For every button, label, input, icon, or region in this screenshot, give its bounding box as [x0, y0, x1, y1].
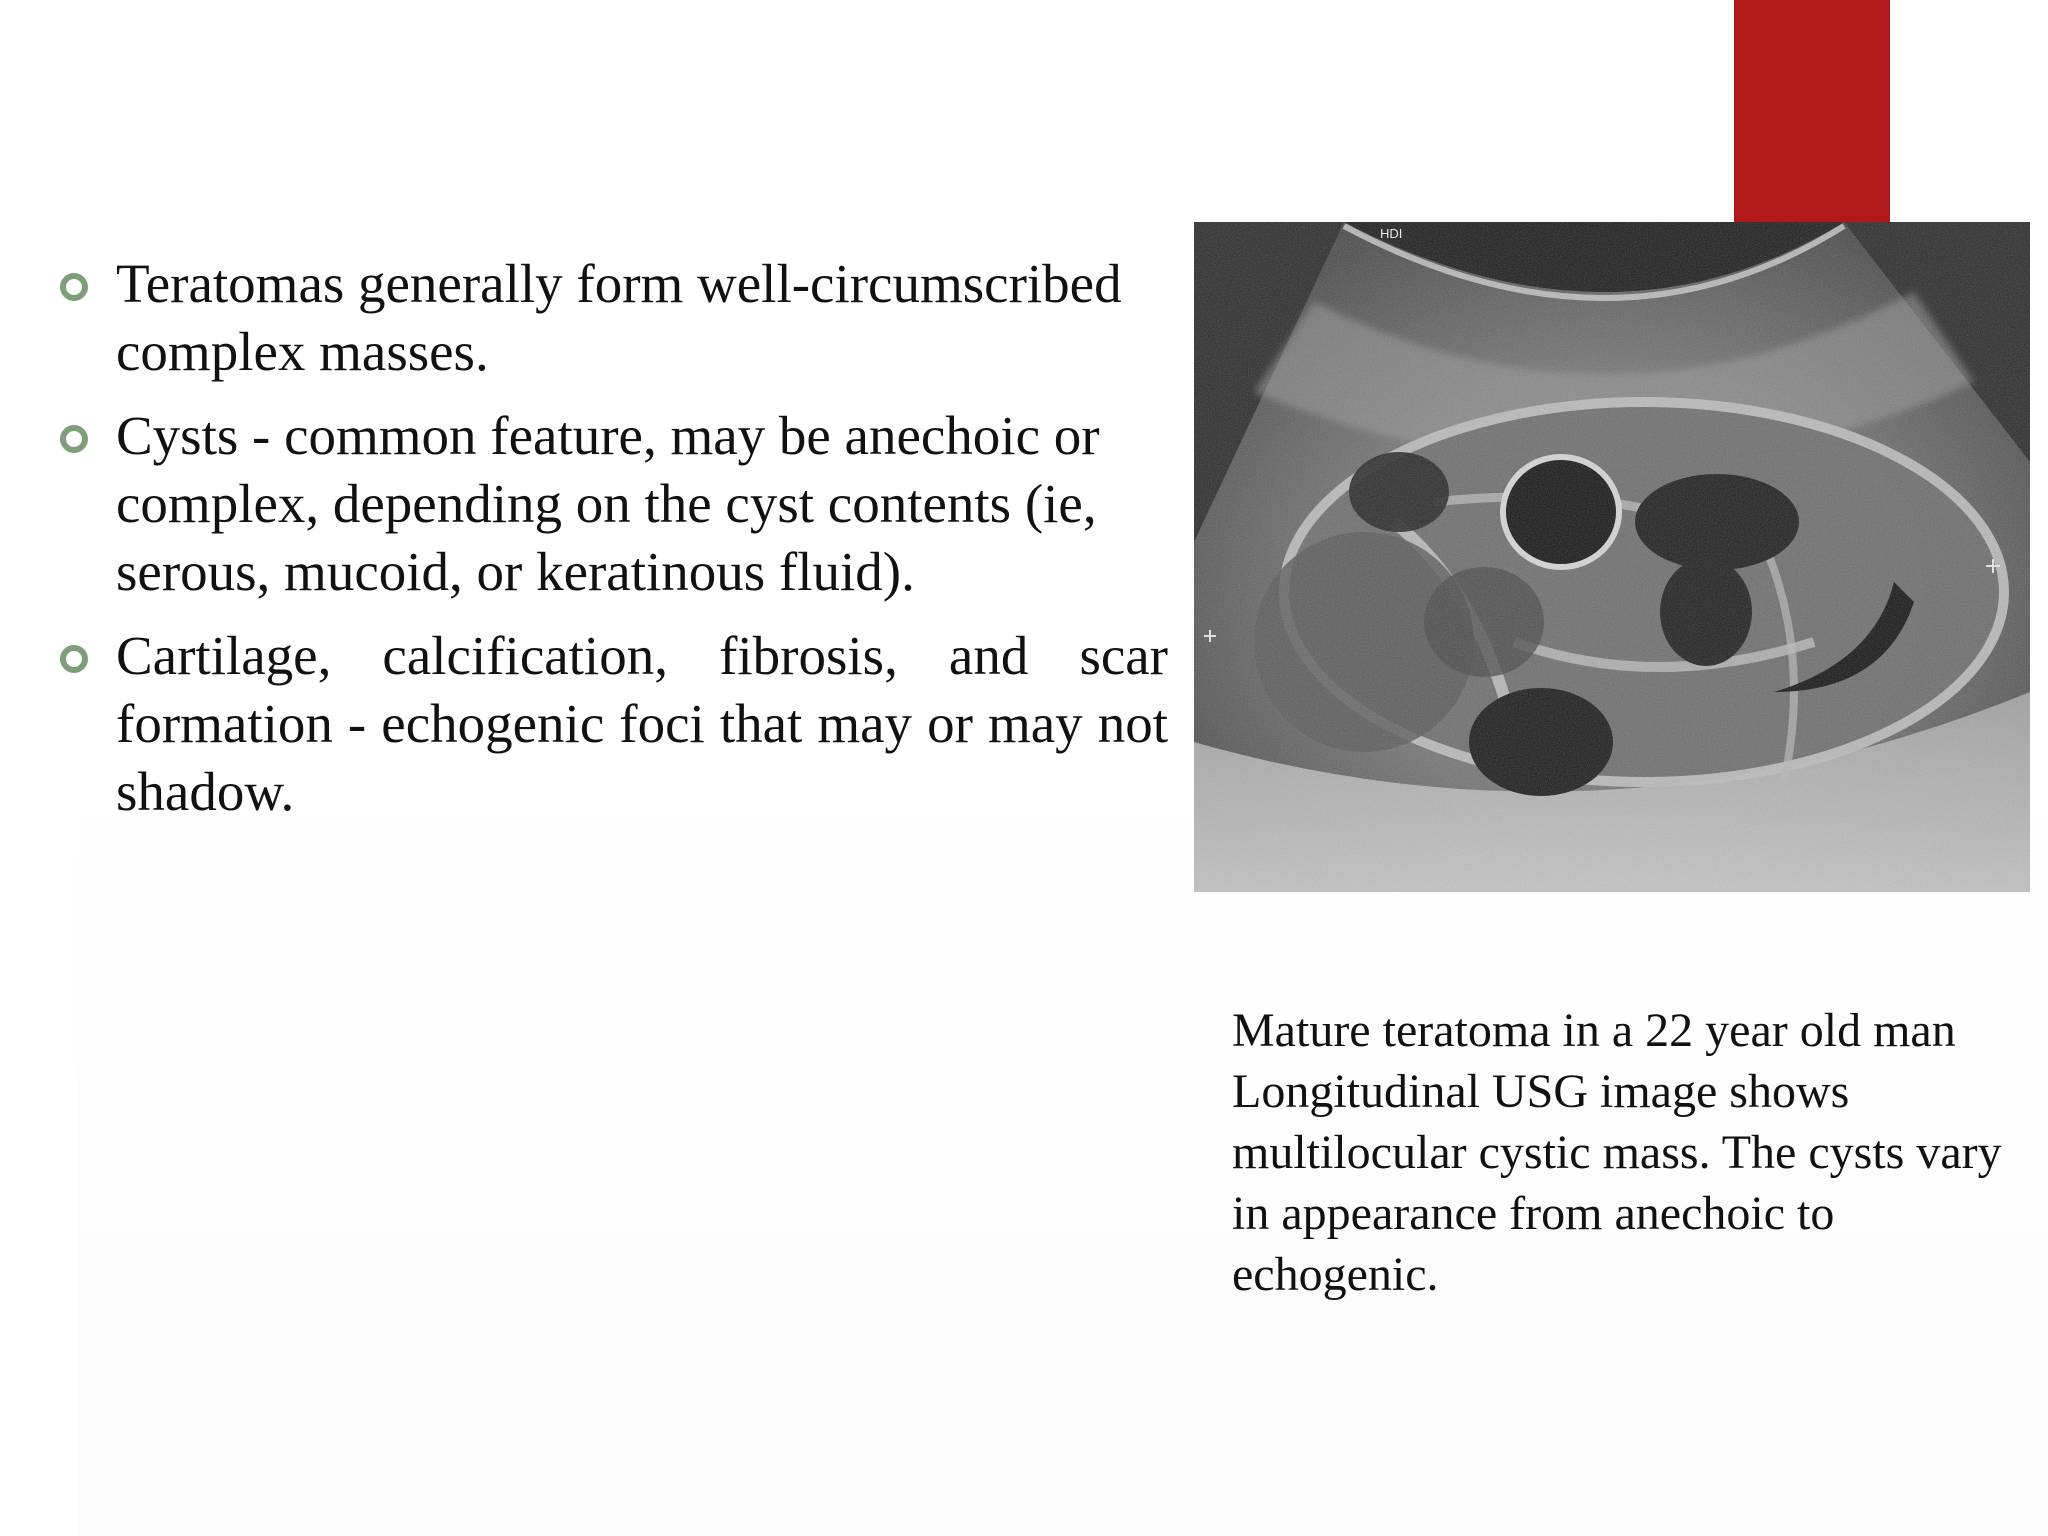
figure-caption [1232, 1000, 2022, 1305]
bullet-circle-icon [60, 645, 88, 673]
bullet-text: Teratomas generally form well-circumscribed complex masses. [116, 253, 1122, 382]
machine-label: HDI [1380, 226, 1403, 241]
bullet-list [56, 250, 1168, 842]
bullet-item-teratomas [56, 250, 1168, 386]
bullet-text: Cysts - common feature, may be anechoic or complex, depending on the cyst contents (ie, serous, mucoid, or keratinous fluid). [116, 405, 1100, 602]
bullet-item-cysts [56, 402, 1168, 606]
speckle-overlay [1194, 222, 2030, 892]
caption-description: Longitudinal USG image shows multilocular cystic mass. The cysts vary in appearance from anechoic to echogenic. [1232, 1065, 2002, 1301]
ultrasound-image [1194, 222, 2030, 892]
caption-title: Mature teratoma in a 22 year old man [1232, 1004, 1956, 1057]
bullet-text: Cartilage, calcification, fibrosis, and scar formation - echogenic foci that may or may not shadow. [116, 625, 1168, 822]
bullet-item-cartilage [56, 622, 1168, 826]
bullet-circle-icon [60, 273, 88, 301]
bullet-circle-icon [60, 425, 88, 453]
accent-bar [1734, 0, 1890, 226]
